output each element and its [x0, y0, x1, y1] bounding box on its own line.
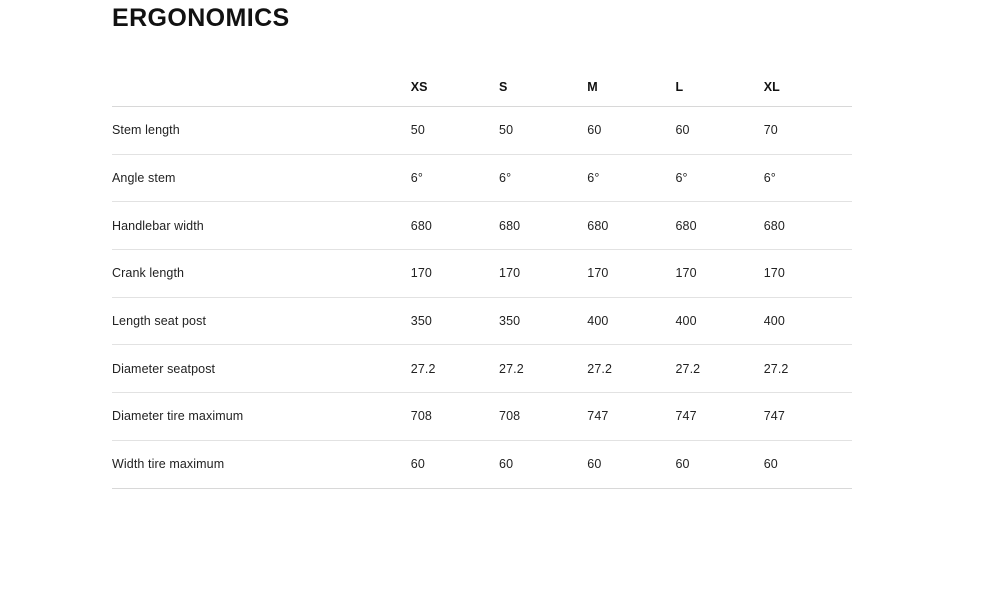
- table-header-row: [112, 68, 852, 107]
- cell-value: 400: [676, 297, 764, 345]
- table-row: [112, 202, 852, 250]
- cell-value: 747: [676, 393, 764, 441]
- column-header-spec: [112, 68, 411, 107]
- column-header-s: S: [499, 68, 587, 107]
- cell-value: 170: [587, 250, 675, 298]
- table-row: [112, 154, 852, 202]
- table-row: [112, 297, 852, 345]
- cell-value: 708: [499, 393, 587, 441]
- row-label: Handlebar width: [112, 202, 411, 250]
- cell-value: 747: [587, 393, 675, 441]
- cell-value: 170: [411, 250, 499, 298]
- cell-value: 60: [587, 440, 675, 488]
- row-label: Crank length: [112, 250, 411, 298]
- cell-value: 680: [587, 202, 675, 250]
- cell-value: 6°: [499, 154, 587, 202]
- cell-value: 680: [411, 202, 499, 250]
- ergonomics-table: [112, 68, 852, 489]
- cell-value: 70: [764, 107, 852, 155]
- row-label: Width tire maximum: [112, 440, 411, 488]
- column-header-xl: XL: [764, 68, 852, 107]
- cell-value: 50: [411, 107, 499, 155]
- cell-value: 27.2: [587, 345, 675, 393]
- cell-value: 350: [499, 297, 587, 345]
- cell-value: 400: [764, 297, 852, 345]
- page-title: ERGONOMICS: [112, 4, 290, 32]
- cell-value: 680: [676, 202, 764, 250]
- cell-value: 50: [499, 107, 587, 155]
- cell-value: 27.2: [764, 345, 852, 393]
- table-row: [112, 440, 852, 488]
- cell-value: 708: [411, 393, 499, 441]
- table-row: [112, 250, 852, 298]
- table-row: [112, 345, 852, 393]
- cell-value: 60: [587, 107, 675, 155]
- cell-value: 60: [764, 440, 852, 488]
- row-label: Stem length: [112, 107, 411, 155]
- cell-value: 6°: [587, 154, 675, 202]
- cell-value: 27.2: [411, 345, 499, 393]
- cell-value: 170: [676, 250, 764, 298]
- cell-value: 27.2: [676, 345, 764, 393]
- table-body: [112, 107, 852, 489]
- table-header: [112, 68, 852, 107]
- column-header-l: L: [676, 68, 764, 107]
- cell-value: 170: [764, 250, 852, 298]
- column-header-m: M: [587, 68, 675, 107]
- cell-value: 350: [411, 297, 499, 345]
- cell-value: 60: [676, 107, 764, 155]
- cell-value: 60: [411, 440, 499, 488]
- cell-value: 60: [676, 440, 764, 488]
- row-label: Diameter seatpost: [112, 345, 411, 393]
- cell-value: 170: [499, 250, 587, 298]
- cell-value: 680: [764, 202, 852, 250]
- cell-value: 60: [499, 440, 587, 488]
- cell-value: 6°: [764, 154, 852, 202]
- cell-value: 400: [587, 297, 675, 345]
- table-row: [112, 393, 852, 441]
- cell-value: 747: [764, 393, 852, 441]
- row-label: Length seat post: [112, 297, 411, 345]
- column-header-xs: XS: [411, 68, 499, 107]
- row-label: Diameter tire maximum: [112, 393, 411, 441]
- cell-value: 6°: [676, 154, 764, 202]
- cell-value: 6°: [411, 154, 499, 202]
- cell-value: 27.2: [499, 345, 587, 393]
- row-label: Angle stem: [112, 154, 411, 202]
- table-row: [112, 107, 852, 155]
- cell-value: 680: [499, 202, 587, 250]
